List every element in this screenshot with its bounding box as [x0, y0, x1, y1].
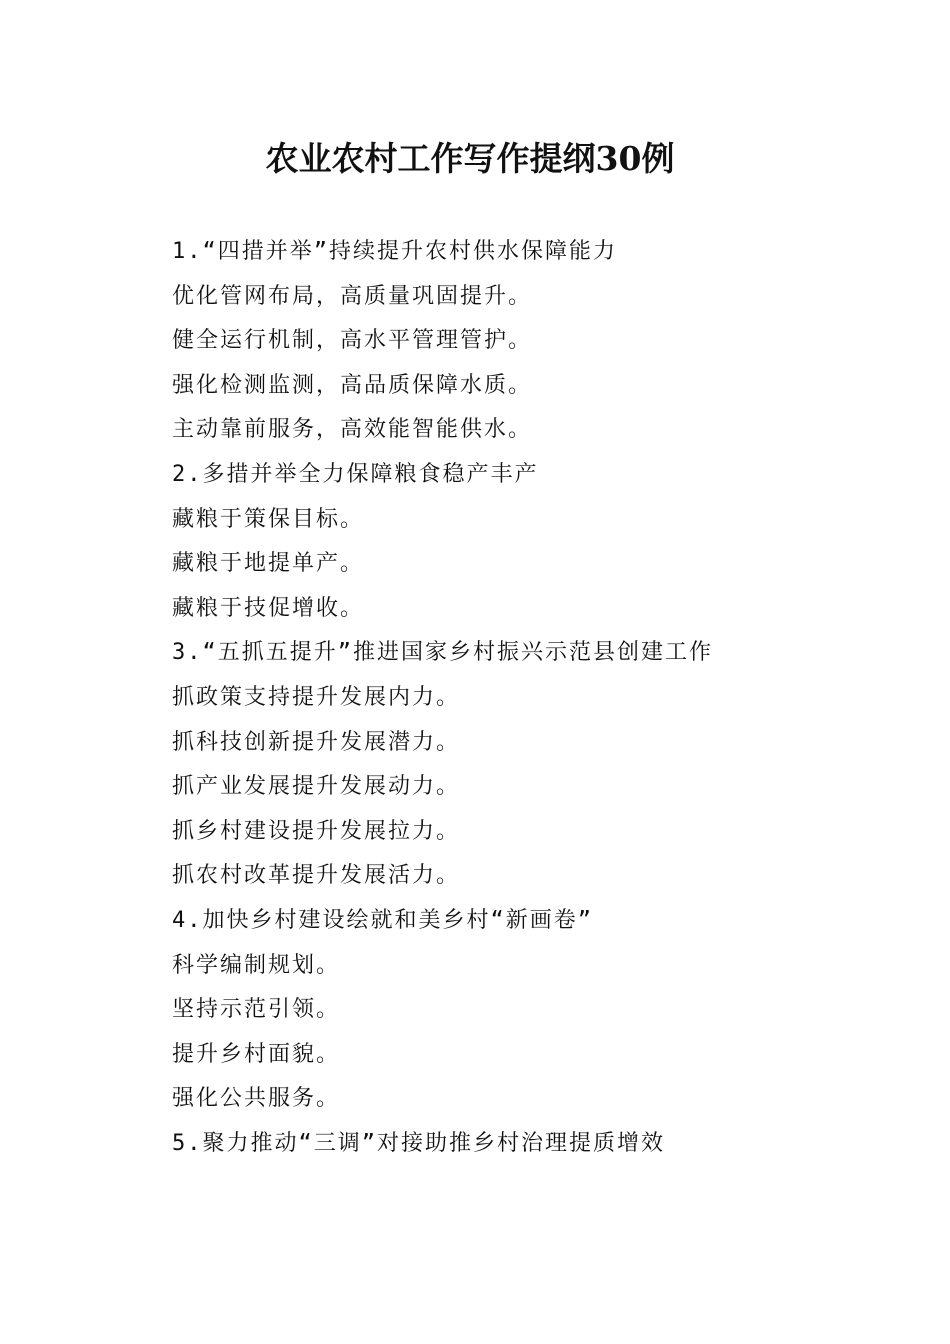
- outline-item: 强化检测监测，高品质保障水质。: [172, 372, 533, 398]
- outline-heading-4: 4.加快乡村建设绘就和美乡村“新画卷”: [172, 907, 593, 933]
- outline-heading-3: 3.“五抓五提升”推进国家乡村振兴示范县创建工作: [172, 640, 713, 666]
- outline-item: 健全运行机制，高水平管理管护。: [172, 328, 533, 354]
- outline-item: 主动靠前服务，高效能智能供水。: [172, 417, 533, 443]
- outline-heading-5: 5.聚力推动“三调”对接助推乡村治理提质增效: [172, 1130, 665, 1156]
- outline-item: 抓科技创新提升发展潜力。: [172, 729, 461, 755]
- outline-list: [172, 230, 892, 1166]
- outline-item: 优化管网布局，高质量巩固提升。: [172, 283, 533, 309]
- outline-item: 提升乡村面貌。: [172, 1041, 341, 1067]
- outline-heading-2: 2.多措并举全力保障粮食稳产丰产: [172, 461, 539, 487]
- outline-item: 科学编制规划。: [172, 952, 341, 978]
- outline-item: 抓产业发展提升发展动力。: [172, 774, 461, 800]
- document-title: 农业农村工作写作提纲30例: [265, 139, 675, 178]
- outline-item: 强化公共服务。: [172, 1086, 341, 1112]
- outline-item: 藏粮于策保目标。: [172, 506, 365, 532]
- outline-item: 藏粮于技促增收。: [172, 595, 365, 621]
- outline-item: 抓政策支持提升发展内力。: [172, 684, 461, 710]
- outline-heading-1: 1.“四措并举”持续提升农村供水保障能力: [172, 239, 617, 264]
- outline-item: 抓农村改革提升发展活力。: [172, 863, 461, 889]
- outline-item: 抓乡村建设提升发展拉力。: [172, 818, 461, 844]
- outline-item: 藏粮于地提单产。: [172, 551, 365, 577]
- outline-item: 坚持示范引领。: [172, 997, 341, 1023]
